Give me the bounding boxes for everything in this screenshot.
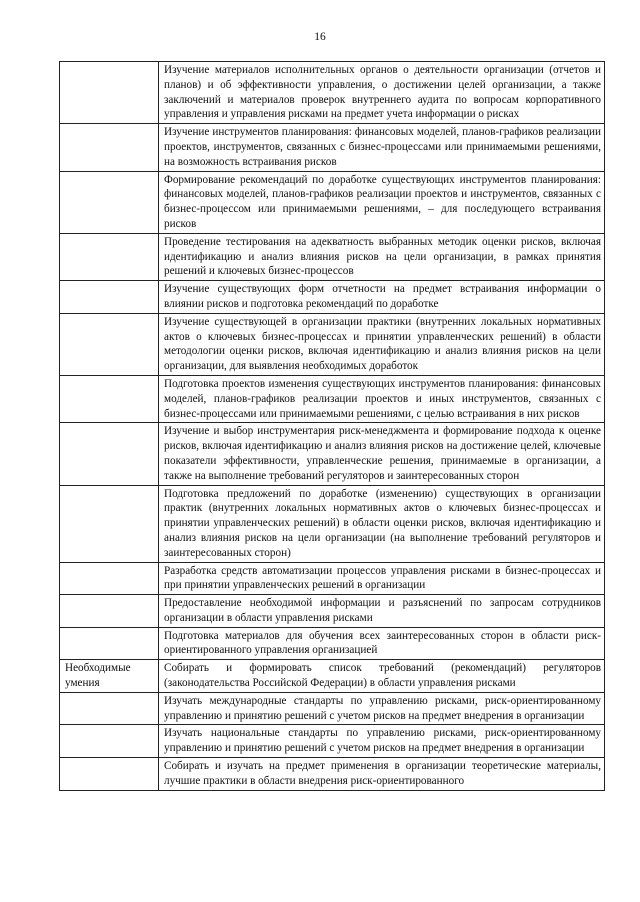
- competency-table: [59, 61, 605, 791]
- table-row: [60, 233, 605, 280]
- row-label: [60, 62, 159, 124]
- table-row: [60, 725, 605, 758]
- row-label: [60, 233, 159, 280]
- row-label: [60, 485, 159, 562]
- row-text: Проведение тестирования на адекватность выбранных методик оценки рисков, включая идентификацию и анализ влияния рисков на цели организации, в рамках принятия решений и ключевых бизнес-процессов: [159, 233, 605, 280]
- row-label: [60, 562, 159, 595]
- table-row: [60, 171, 605, 233]
- table-row: [60, 660, 605, 693]
- table-row: [60, 375, 605, 422]
- section-label-skills: Необходимые умения: [60, 660, 159, 693]
- table-row: [60, 485, 605, 562]
- row-label: [60, 313, 159, 375]
- row-label: [60, 423, 159, 485]
- row-text: Изучение материалов исполнительных органов о деятельности организации (отчетов и планов) и об эффективности управления, о достижении целей организации, а также заключений и материалов проверок внутреннего аудита по вопросам корпоративного управления и управления рисками на предмет учета информации о рисках: [159, 62, 605, 124]
- row-label: [60, 692, 159, 725]
- row-text: Изучение инструментов планирования: финансовых моделей, планов-графиков реализации проектов, инструментов, связанных с бизнес-процессами или принимаемыми решениями, на возможность встраивания рисков: [159, 124, 605, 171]
- table-row: [60, 124, 605, 171]
- row-label: [60, 281, 159, 314]
- row-label: [60, 758, 159, 791]
- row-text: Формирование рекомендаций по доработке существующих инструментов планирования: финансовых моделей, планов-графиков реализации проектов и инструментов, связанных с бизнес-процессом или принимаемыми решениями, – для последующего встраивания рисков: [159, 171, 605, 233]
- row-label: [60, 725, 159, 758]
- row-label: [60, 375, 159, 422]
- row-text: Собирать и изучать на предмет применения в организации теоретические материалы, лучшие практики в области внедрения риск-ориентированного: [159, 758, 605, 791]
- row-text: Подготовка материалов для обучения всех заинтересованных сторон в области риск-ориентированного управления организацией: [159, 627, 605, 660]
- row-text: Подготовка проектов изменения существующих инструментов планирования: финансовых моделей, планов-графиков реализации проектов и иных инструментов, связанных с бизнес-процессами или принимаемыми решениями, с целью встраивания в них рисков: [159, 375, 605, 422]
- row-label: [60, 124, 159, 171]
- table-row: [60, 692, 605, 725]
- row-text: Подготовка предложений по доработке (изменению) существующих в организации практик (внутренних локальных нормативных актов о ключевых бизнес-процессах и принятии управленческих решений) в области оценки рисков, включая идентификацию и анализ влияния рисков на цели организации (на выполнение требований регуляторов и заинтересованных сторон): [159, 485, 605, 562]
- table-row: [60, 562, 605, 595]
- row-label: [60, 171, 159, 233]
- table-row: [60, 595, 605, 628]
- page-number: 16: [314, 31, 326, 43]
- row-text: Разработка средств автоматизации процессов управления рисками в бизнес-процессах и при принятии управленческих решений в организации: [159, 562, 605, 595]
- row-text: Изучение и выбор инструментария риск-менеджмента и формирование подхода к оценке рисков, включая идентификацию и анализ влияния рисков на достижение целей, ключевые показатели эффективности, управленческие решения, принимаемые в организации, а также на выполнение требований регуляторов и заинтересованных сторон: [159, 423, 605, 485]
- row-text: Предоставление необходимой информации и разъяснений по запросам сотрудников организации в области управления рисками: [159, 595, 605, 628]
- row-text: Изучать международные стандарты по управлению рисками, риск-ориентированному управлению и принятию решений с учетом рисков на предмет внедрения в организации: [159, 692, 605, 725]
- row-text: Изучение существующих форм отчетности на предмет встраивания информации о влиянии рисков и подготовка рекомендаций по доработке: [159, 281, 605, 314]
- table-row: [60, 758, 605, 791]
- row-text: Собирать и формировать список требований (рекомендаций) регуляторов (законодательства Российской Федерации) в области управления рисками: [159, 660, 605, 693]
- row-label: [60, 627, 159, 660]
- table-row: [60, 627, 605, 660]
- table-row: [60, 423, 605, 485]
- row-text: Изучать национальные стандарты по управлению рисками, риск-ориентированному управлению и принятию решений с учетом рисков на предмет внедрения в организации: [159, 725, 605, 758]
- table-row: [60, 281, 605, 314]
- table-row: [60, 313, 605, 375]
- row-label: [60, 595, 159, 628]
- table-row: [60, 62, 605, 124]
- row-text: Изучение существующей в организации практики (внутренних локальных нормативных актов о ключевых бизнес-процессах и принятии управленческих решений) в области методологии оценки рисков, включая идентификацию и анализ влияния рисков на цели организации, для выявления необходимых доработок: [159, 313, 605, 375]
